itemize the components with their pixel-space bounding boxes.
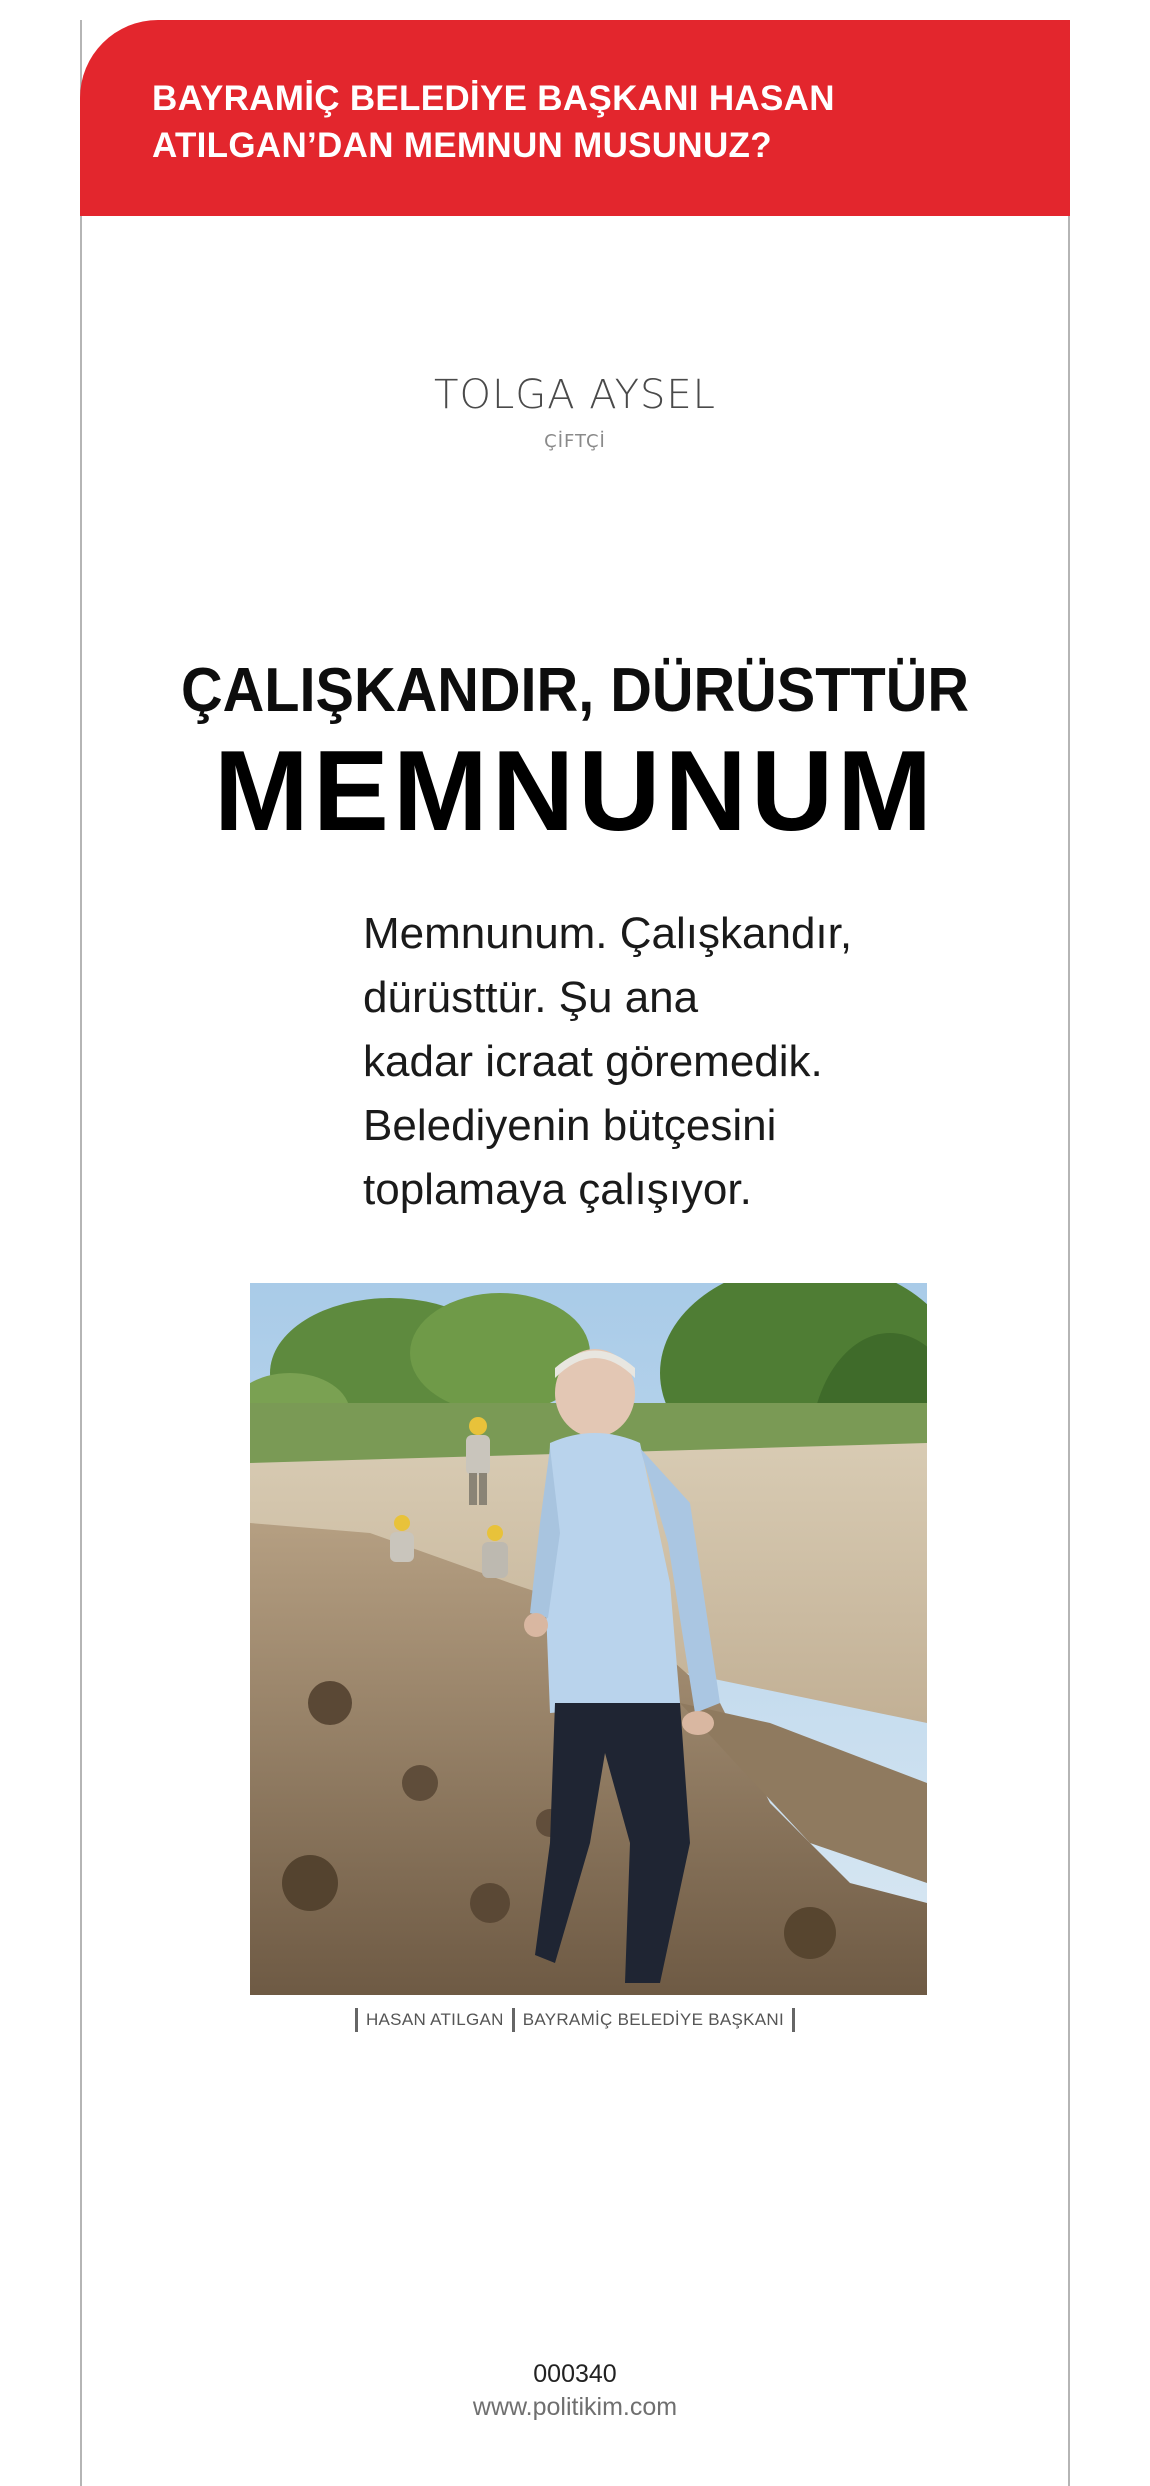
respondent-name: TOLGA AYSEL [434,372,716,418]
headline-title: MEMNUNUM [213,728,937,855]
caption-name: HASAN ATILGAN [365,2010,504,2029]
quote-line: kadar icraat göremedik. [363,1037,823,1086]
respondent-role: ÇİFTÇİ [544,431,606,452]
caption-divider [512,2008,515,2032]
header-question-line-2: ATILGAN’DAN MEMNUN MUSUNUZ? [152,126,772,165]
header-question-line-1: BAYRAMİÇ BELEDİYE BAŞKANI HASAN [152,79,835,118]
footer-code: 000340 [533,2360,617,2388]
quote-line: Belediyenin bütçesini [363,1101,777,1150]
caption-divider [355,2008,358,2032]
photo-caption [0,2008,1150,2032]
caption-title: BAYRAMİÇ BELEDİYE BAŞKANI [522,2010,785,2029]
mayor-photo [250,1283,927,1995]
header-banner [80,20,1070,216]
headline-subtitle: ÇALIŞKANDIR, DÜRÜSTTÜR [180,656,969,725]
caption-divider [792,2008,795,2032]
quote-line: Memnunum. Çalışkandır, [363,909,853,958]
quote-text [363,902,923,1222]
footer-website-link[interactable]: www.politikim.com [472,2393,678,2421]
quote-line: dürüsttür. Şu ana [363,973,699,1022]
quote-line: toplamaya çalışıyor. [363,1165,752,1214]
